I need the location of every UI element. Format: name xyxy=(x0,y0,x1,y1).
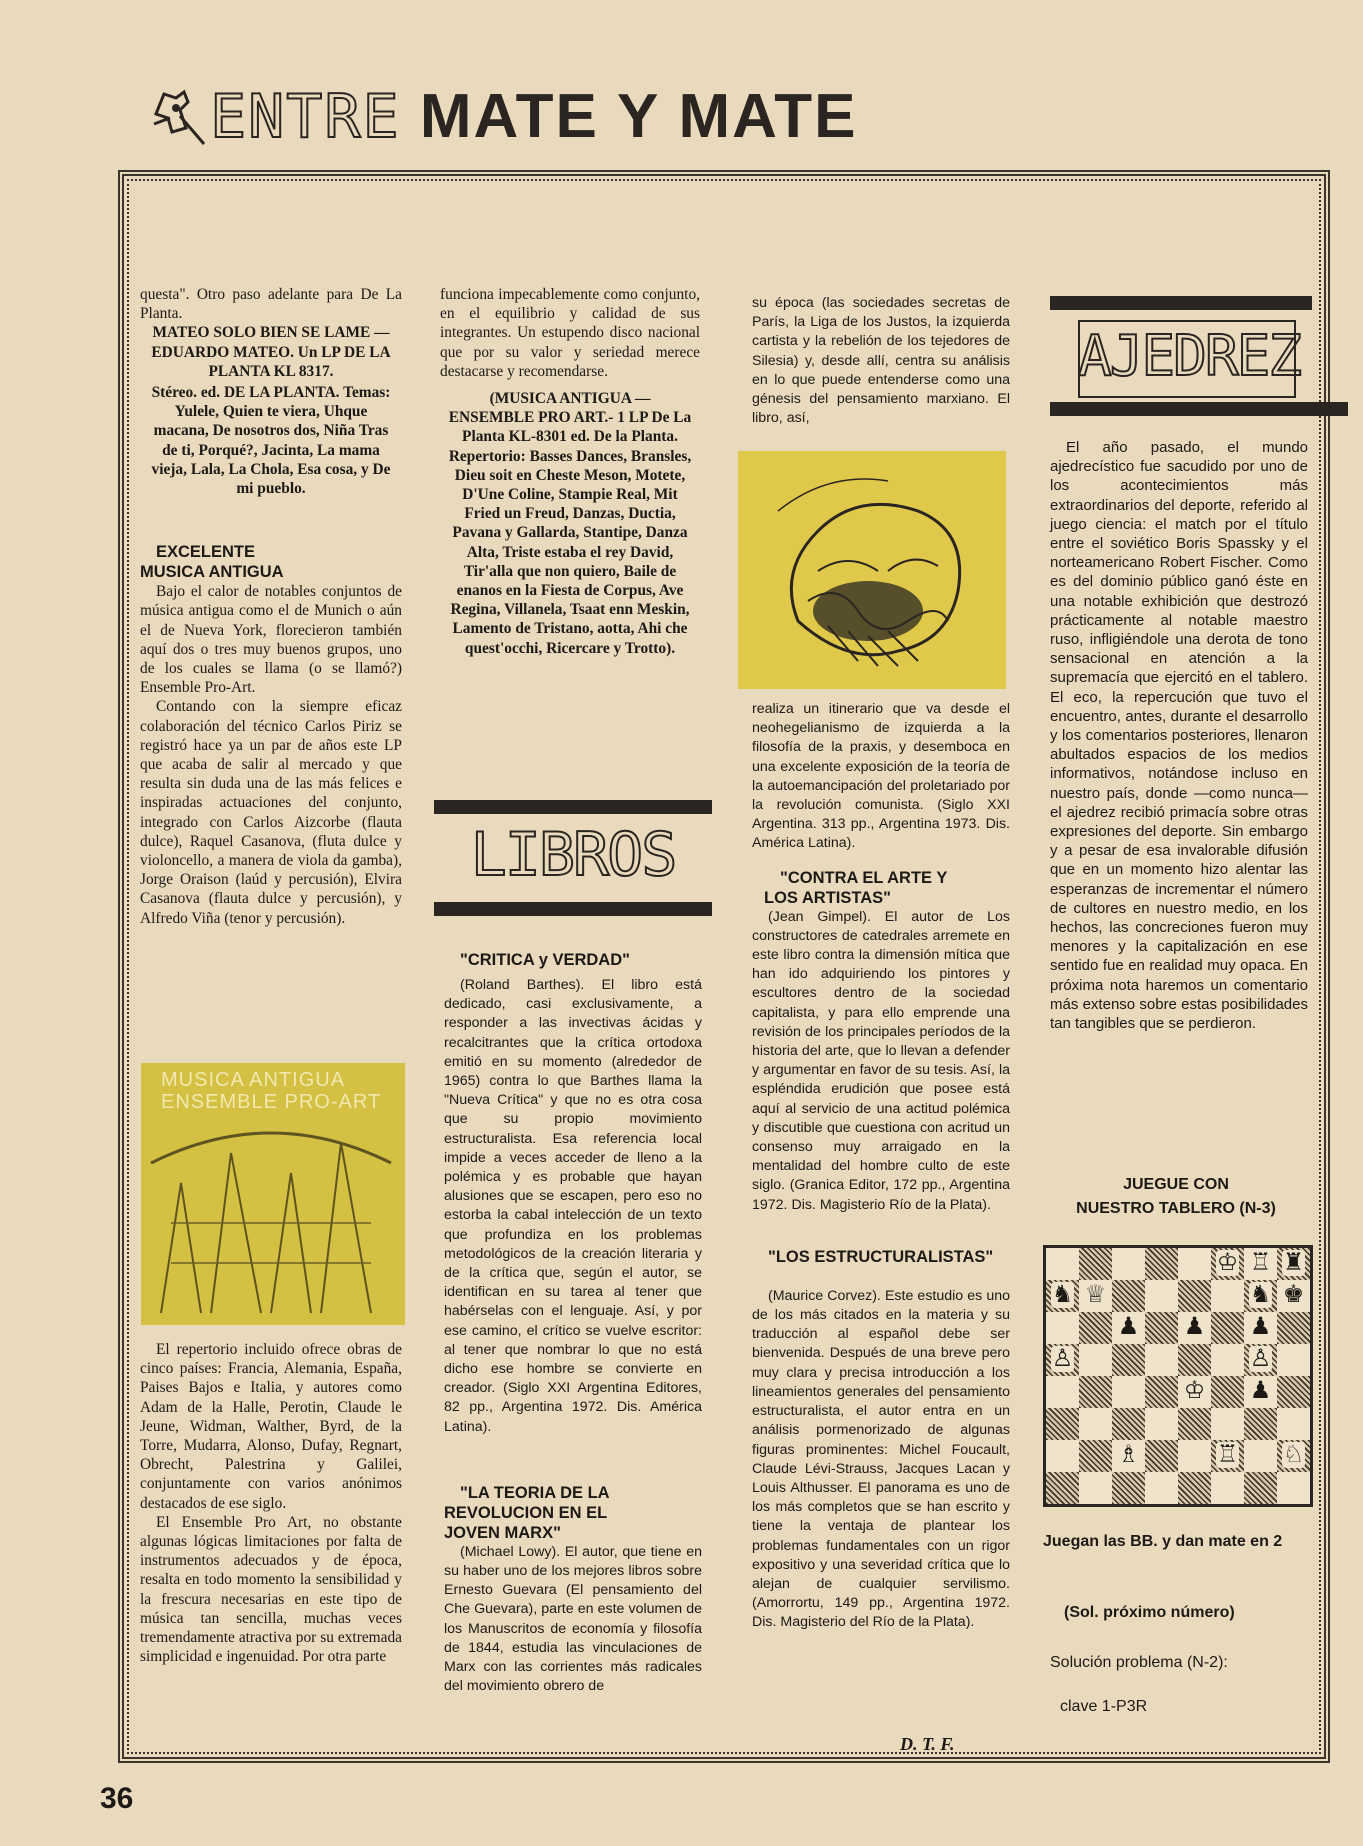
board-square[interactable] xyxy=(1112,1408,1145,1440)
book2-review-end: realiza un itinerario que va desde el neohegelianismo de izquierda a la filosofía de la praxis, y desemboca en una excelente exposición de la teoría de la autoemancipación del proletariado por la revolución comunista. (Siglo XXI Argentina. 313 pp., Argentina 1973. Dis. América Latina). xyxy=(752,701,1010,852)
column-music-bottom xyxy=(140,1340,402,1666)
board-square[interactable] xyxy=(1079,1280,1112,1312)
board-square[interactable] xyxy=(1244,1376,1277,1408)
album-cover-line2: ENSEMBLE PRO-ART xyxy=(161,1091,382,1113)
board-square[interactable] xyxy=(1046,1248,1079,1280)
board-square[interactable] xyxy=(1211,1344,1244,1376)
header-title-bold: MATE Y MATE xyxy=(419,82,858,151)
music-paragraph-cont: questa". Otro paso adelante para De La Planta. xyxy=(140,286,402,323)
board-square[interactable] xyxy=(1277,1408,1310,1440)
board-square[interactable] xyxy=(1112,1280,1145,1312)
marx-illustration xyxy=(738,451,1006,689)
chess-piece-icon: ♟ xyxy=(1249,1314,1272,1340)
board-square[interactable] xyxy=(1046,1344,1079,1376)
column-books xyxy=(444,950,702,1697)
music-paragraph-4: El Ensemble Pro Art, no obstante algunas lógicas limitaciones por falta de instrumentos adecuados y de época, resalta en todo momento la sensibilidad y la frescura necesarias en este tipo de música tan sencilla, muchas veces tremendamente atractiva por su extremada simplicidad e ingenuidad. Por otra parte xyxy=(140,1513,402,1666)
board-square[interactable] xyxy=(1112,1472,1145,1504)
chess-paragraph: El año pasado, el mundo ajedrecístico fue sacudido por uno de los acontecimientos más extraordinarios del deporte, referido al juego ciencia: el match por el título entre el soviético Boris Spassky y el norteamericano Robert Fischer. Como es del dominio público ganó éste en una notable exhibición que destrozó prácticamente al notable maestro ruso, infligiéndole una derota de tono sensacional en atención a la supremacía que ejercitó en el tablero. El eco, la repercución que tuvo el encuentro, antes, durante el desarrollo y los comentarios posteriores, llenaron abultados espacios de los medios informativos, notándose incluso en nuestro país, donde —como nunca— el ajedrez recibió primacía sobre otras expresiones del deporte. Sin embargo y a pesar de esa invalorable difusión que en un momento hizo alentar las esperanzas de incrementar el número de cultores en nuestro medio, en los hechos, las concreciones fueron muy menores y la capitalización en ese sentido fue en realidad muy opaca. En próxima nota haremos un comentario más extenso sobre estas posibilidades tan tangibles que se perdieron. xyxy=(1050,439,1308,1033)
board-square[interactable] xyxy=(1244,1408,1277,1440)
board-square[interactable] xyxy=(1211,1280,1244,1312)
board-square[interactable] xyxy=(1112,1344,1145,1376)
board-square[interactable] xyxy=(1145,1280,1178,1312)
book3-review: (Jean Gimpel). El autor de Los constructores de catedrales arremete en este libro contra la dimensión mítica que han ido adquiriendo los pintores y escultores dentro de la sociedad capitalista, y para ello emprende una revisión de los principales períodos de la historia del arte, que lo llevan a defender y argumentar en favor de su tesis. Así, la espléndida erudición que posee está aquí al servicio de una actitud polémica y discutible que cuestiona con acritud un consenso muy arraigado en la mentalidad del hombre culto de este siglo. (Granica Editor, 172 pp., Argentina 1972. Dis. Magisterio Río de la Plata). xyxy=(752,908,1010,1213)
chess-board[interactable] xyxy=(1043,1245,1313,1507)
music-paragraph-3: El repertorio incluido ofrece obras de cinco países: Francia, Alemania, España, Paises Bajos e Italia, y autores como Adam de la Halle, Perotin, Claude le Jeune, Widman, Walther, Byrd, de la Torre, Mudarra, Alonso, Dufay, Regnart, Obrecht, Palestrina y Galilei, conjuntamente con varios anónimos destacados de ese siglo. xyxy=(140,1341,402,1512)
page-number: 36 xyxy=(100,1782,134,1815)
board-square[interactable] xyxy=(1178,1280,1211,1312)
board-square[interactable] xyxy=(1079,1376,1112,1408)
libros-section-title: LIBROS xyxy=(470,820,676,890)
column-music-books xyxy=(440,285,700,658)
column-chess xyxy=(1050,438,1308,1033)
board-square[interactable] xyxy=(1277,1344,1310,1376)
chess-piece-icon: ♖ xyxy=(1249,1250,1272,1276)
board-square[interactable] xyxy=(1178,1440,1211,1472)
book3-title: "CONTRA EL ARTE Y LOS ARTISTAS" xyxy=(764,868,948,907)
chess-piece-icon: ♘ xyxy=(1282,1442,1305,1468)
author-signature: D. T. F. xyxy=(900,1734,955,1754)
music-paragraph-1: Bajo el calor de notables conjuntos de música antigua como el de Munich o aún el de Nueva York, florecieron también aquí dos o tres muy buenos grupos, uno de los cuales se llama (o se llamó?) Ensemble Pro-Art. xyxy=(140,583,402,697)
chess-caption-3: Solución problema (N-2): xyxy=(1050,1654,1228,1671)
board-title-1: JUEGUE CON xyxy=(1123,1176,1229,1193)
page-header-title xyxy=(210,82,858,152)
column-books-3 xyxy=(752,700,1010,1633)
ajedrez-bottom-bar xyxy=(1050,402,1348,416)
board-square[interactable] xyxy=(1145,1408,1178,1440)
column-music xyxy=(140,285,402,928)
chess-piece-icon: ♞ xyxy=(1249,1282,1272,1308)
board-square[interactable] xyxy=(1244,1344,1277,1376)
ajedrez-section-title: AJEDREZ xyxy=(1078,324,1301,389)
book2-title: "LA TEORIA DE LA REVOLUCION EN EL JOVEN MARX" xyxy=(444,1483,609,1542)
board-square[interactable] xyxy=(1046,1312,1079,1344)
board-square[interactable] xyxy=(1211,1312,1244,1344)
board-square[interactable] xyxy=(1145,1440,1178,1472)
libros-top-bar xyxy=(434,800,712,814)
board-square[interactable] xyxy=(1112,1440,1145,1472)
board-square[interactable] xyxy=(1145,1312,1178,1344)
chess-caption-4: clave 1-P3R xyxy=(1060,1698,1148,1715)
board-square[interactable] xyxy=(1112,1312,1145,1344)
board-square[interactable] xyxy=(1178,1408,1211,1440)
board-square[interactable] xyxy=(1145,1248,1178,1280)
board-square[interactable] xyxy=(1178,1472,1211,1504)
knight-logo-icon xyxy=(150,88,208,148)
music-heading: EXCELENTE MUSICA ANTIGUA xyxy=(140,543,284,582)
book1-review: (Roland Barthes). El libro está dedicado, casi exclusivamente, a responder a las invectivas ácidas y recalcitrantes que la crítica ortodoxa emitió en su momento (alrededor de 1965) contra lo que Barthes llama la "Nueva Crítica" y que no es otra cosa que su propio movimiento estructuralista. Esa referencia local impide a veces acceder de lleno a la polémica y es probable que hayan alusiones que se escapen, pero eso no estorba la cabal intelección de un texto que profundiza en los problemas metodológicos de la creación literaria y de la crítica que, según el autor, se identifican en su tarea al tener que habérselas con el lenguaje. Así, y por ese camino, el crítico se vuelve escritor: al tener que nombrar lo que no está dicho ese hombre se convierte en creador. (Siglo XXI Argentina Editores, 82 pp., Argentina 1972. Dis. América Latina). xyxy=(444,977,702,1435)
book1-title: "CRITICA y VERDAD" xyxy=(460,951,630,969)
board-square[interactable] xyxy=(1145,1344,1178,1376)
board-square[interactable] xyxy=(1211,1248,1244,1280)
board-square[interactable] xyxy=(1112,1376,1145,1408)
board-square[interactable] xyxy=(1145,1472,1178,1504)
board-square[interactable] xyxy=(1178,1248,1211,1280)
board-square[interactable] xyxy=(1079,1472,1112,1504)
chess-piece-icon: ♜ xyxy=(1282,1250,1305,1276)
chess-piece-icon: ♟ xyxy=(1249,1378,1272,1404)
chess-piece-icon: ♟ xyxy=(1183,1314,1206,1340)
board-square[interactable] xyxy=(1244,1312,1277,1344)
board-title-2: NUESTRO TABLERO (N-3) xyxy=(1076,1200,1276,1217)
chess-caption-2: (Sol. próximo número) xyxy=(1064,1604,1235,1621)
board-square[interactable] xyxy=(1277,1280,1310,1312)
board-square[interactable] xyxy=(1244,1280,1277,1312)
board-square[interactable] xyxy=(1211,1440,1244,1472)
album1-details: Stéreo. ed. DE LA PLANTA. Temas: Yulele, Quien te viera, Uhque macana, De nosotros dos, Niña Tras de ti, Porqué?, Jacinta, La mama vieja, Lala, La Chola, Esa cosa, y De mi pueblo. xyxy=(151,384,391,498)
board-square[interactable] xyxy=(1079,1312,1112,1344)
book2-review-cont: su época (las sociedades secretas de París, la Liga de los Justos, la izquierda cartista y la rebelión de los tejedores de Silesia) y, desde allí, centra su análisis en lo que puede entenderse como una génesis del pensamiento marxiano. El libro, así, xyxy=(752,295,1010,427)
board-square[interactable] xyxy=(1145,1376,1178,1408)
board-square[interactable] xyxy=(1046,1472,1079,1504)
board-square[interactable] xyxy=(1079,1440,1112,1472)
chess-piece-icon: ♔ xyxy=(1216,1250,1239,1276)
header-title-outline: ENTRE xyxy=(210,82,401,152)
board-square[interactable] xyxy=(1244,1248,1277,1280)
board-square[interactable] xyxy=(1079,1248,1112,1280)
board-square[interactable] xyxy=(1178,1344,1211,1376)
chess-piece-icon: ♔ xyxy=(1183,1378,1206,1404)
board-square[interactable] xyxy=(1211,1408,1244,1440)
music-paragraph-end: funciona impecablemente como conjunto, en el equilibrio y calidad de sus integrantes. Un estupendo disco nacional que por su valor y seriedad merece destacarse y recomendarse. xyxy=(440,286,700,380)
board-square[interactable] xyxy=(1277,1248,1310,1280)
chess-piece-icon: ♕ xyxy=(1084,1282,1107,1308)
book4-review: (Maurice Corvez). Este estudio es uno de los más citados en la materia y su traducción al español debe ser bienvenida. Después de una breve pero muy clara y precisa introducción a los lineamientos generales del pensamiento estructuralista, el autor entra en un análisis pormenorizado de algunas figuras prominentes: Michel Foucault, Claude Lévi-Strauss, Jacques Lacan y Louis Althusser. El panorama es uno de los más completos que se han escrito y tiene la ventaja de plantear los problemas fundamentales con un rigor expositivo y una severidad crítica que lo alejan de cualquier servilismo. (Amorrortu, 149 pp., Argentina 1972. Dis. Magisterio del Río de la Plata). xyxy=(752,1287,1010,1631)
board-square[interactable] xyxy=(1277,1376,1310,1408)
board-square[interactable] xyxy=(1244,1472,1277,1504)
chess-piece-icon: ♞ xyxy=(1051,1282,1074,1308)
board-square[interactable] xyxy=(1178,1376,1211,1408)
album1-title: MATEO SOLO BIEN SE LAME — EDUARDO MATEO. Un LP DE LA PLANTA KL 8317. xyxy=(151,324,391,380)
board-square[interactable] xyxy=(1211,1376,1244,1408)
chess-piece-icon: ♙ xyxy=(1249,1346,1272,1372)
board-square[interactable] xyxy=(1277,1312,1310,1344)
chess-piece-icon: ♙ xyxy=(1051,1346,1074,1372)
book2-review: (Michael Lowy). El autor, que tiene en su haber uno de los mejores libros sobre Ernesto Guevara (El pensamiento del Che Guevara), parte en este volumen de los Manuscritos de economía y filosofía de 1844, estudia las vinculaciones de Marx con las corrientes más radicales del movimiento obrero de xyxy=(444,1543,702,1695)
board-square[interactable] xyxy=(1244,1440,1277,1472)
chess-piece-icon: ♚ xyxy=(1282,1282,1305,1308)
ajedrez-top-bar xyxy=(1050,296,1312,310)
column-books-2 xyxy=(752,294,1010,428)
chess-piece-icon: ♗ xyxy=(1117,1442,1140,1468)
board-square[interactable] xyxy=(1211,1472,1244,1504)
album-cover-image xyxy=(141,1063,405,1325)
board-square[interactable] xyxy=(1277,1472,1310,1504)
music-paragraph-2: Contando con la siempre eficaz colaboración del técnico Carlos Piriz se registró hace ya un par de años este LP que acaba de salir al mercado y que resulta sin duda una de las más felices e inspiradas actuaciones del conjunto, integrado con Carlos Aizcorbe (flauta dulce), Raquel Casanova, (fluta dulce y violoncello, a manera de viola da gamba), Jorge Oraison (laúd y percusión), Elvira Casanova (flauta dulce y percusión), y Alfredo Viña (tenor y percusión). xyxy=(140,698,402,927)
album-cover-line1: MUSICA ANTIGUA xyxy=(161,1069,346,1091)
board-square[interactable] xyxy=(1079,1344,1112,1376)
board-square[interactable] xyxy=(1046,1376,1079,1408)
libros-bottom-bar xyxy=(434,902,712,916)
book4-title: "LOS ESTRUCTURALISTAS" xyxy=(768,1247,994,1266)
board-square[interactable] xyxy=(1046,1440,1079,1472)
board-square[interactable] xyxy=(1046,1408,1079,1440)
board-square[interactable] xyxy=(1046,1280,1079,1312)
chess-piece-icon: ♟ xyxy=(1117,1314,1140,1340)
chess-piece-icon: ♖ xyxy=(1216,1442,1239,1468)
board-square[interactable] xyxy=(1112,1248,1145,1280)
board-square[interactable] xyxy=(1277,1440,1310,1472)
album2-details: (MUSICA ANTIGUA — ENSEMBLE PRO ART.- 1 LP De La Planta KL-8301 ed. De la Planta. Repertorio: Basses Dances, Bransles, Dieu soit en Cheste Meson, Motete, D'Une Coline, Stampie Real, Mit Fried un Freud, Danzas, Ductia, Pavana y Gallarda, Stantipe, Danza Alta, Triste estaba el rey David, Tir'alla que non quiero, Baile de enanos en la Fiesta de Corpus, Ave Regina, Villanela, Tsaat enn Meskin, Lamento de Tristano, aotta, Ahi che quest'occhi, Ricercare y Trotto). xyxy=(448,390,692,657)
board-square[interactable] xyxy=(1178,1312,1211,1344)
chess-caption-1: Juegan las BB. y dan mate en 2 xyxy=(1043,1533,1283,1550)
board-square[interactable] xyxy=(1079,1408,1112,1440)
